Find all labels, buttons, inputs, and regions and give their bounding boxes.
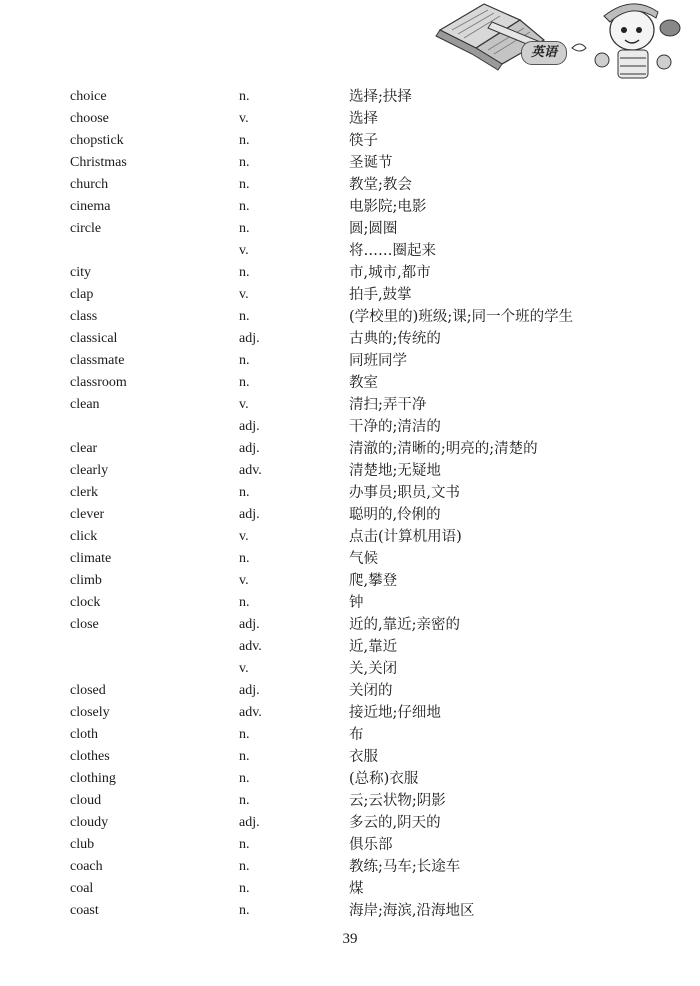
entry-word: classmate <box>70 353 125 368</box>
entry-meaning: 同班同学 <box>349 353 407 369</box>
entry-word: city <box>70 265 91 280</box>
entry-part-of-speech: v. <box>239 573 249 588</box>
entry-part-of-speech: n. <box>239 903 250 918</box>
entry-meaning: 钟 <box>349 595 364 611</box>
entry-part-of-speech: adv. <box>239 639 262 654</box>
entry-meaning: 衣服 <box>349 749 378 765</box>
vocab-entry <box>0 504 700 526</box>
vocabulary-list <box>0 86 700 922</box>
vocab-entry <box>0 372 700 394</box>
entry-part-of-speech: v. <box>239 661 249 676</box>
entry-word: coach <box>70 859 103 874</box>
entry-part-of-speech: n. <box>239 727 250 742</box>
entry-word: cloth <box>70 727 98 742</box>
entry-word: clerk <box>70 485 98 500</box>
entry-meaning: 布 <box>349 727 364 743</box>
entry-meaning: 清澈的;清晰的;明亮的;清楚的 <box>349 441 538 457</box>
page-number: 39 <box>342 931 358 947</box>
entry-meaning: 古典的;传统的 <box>349 331 441 347</box>
entry-word: clothing <box>70 771 116 786</box>
entry-word: church <box>70 177 109 192</box>
entry-part-of-speech: n. <box>239 793 250 808</box>
entry-meaning: 干净的;清洁的 <box>349 419 441 435</box>
entry-meaning: 清楚地;无疑地 <box>349 463 441 479</box>
entry-meaning: 拍手,鼓掌 <box>349 287 412 303</box>
entry-word: cinema <box>70 199 111 214</box>
entry-word: clever <box>70 507 105 522</box>
vocab-entry <box>0 306 700 328</box>
entry-part-of-speech: n. <box>239 353 250 368</box>
entry-word: coal <box>70 881 94 896</box>
entry-part-of-speech: n. <box>239 133 250 148</box>
vocab-entry <box>0 724 700 746</box>
vocab-entry <box>0 658 700 680</box>
entry-meaning: 聪明的,伶俐的 <box>349 507 441 523</box>
header-illustration <box>432 0 700 86</box>
entry-meaning: 电影院;电影 <box>349 199 427 215</box>
vocab-entry <box>0 614 700 636</box>
vocab-entry <box>0 174 700 196</box>
entry-word: clothes <box>70 749 110 764</box>
entry-word: climb <box>70 573 102 588</box>
entry-meaning: 选择 <box>349 111 378 127</box>
entry-word: chopstick <box>70 133 124 148</box>
vocab-entry <box>0 680 700 702</box>
entry-part-of-speech: n. <box>239 771 250 786</box>
entry-meaning: 办事员;职员,文书 <box>349 485 460 501</box>
entry-meaning: 云;云状物;阴影 <box>349 793 446 809</box>
entry-word: cloudy <box>70 815 109 830</box>
entry-meaning: 教室 <box>349 375 378 391</box>
entry-word: cloud <box>70 793 102 808</box>
entry-part-of-speech: n. <box>239 221 250 236</box>
entry-word: choose <box>70 111 109 126</box>
subject-badge: 英语 <box>521 41 567 65</box>
vocab-entry <box>0 746 700 768</box>
entry-meaning: 市,城市,都市 <box>349 265 431 281</box>
vocab-entry <box>0 592 700 614</box>
entry-part-of-speech: adj. <box>239 617 260 632</box>
entry-part-of-speech: v. <box>239 287 249 302</box>
entry-meaning: 筷子 <box>349 133 378 149</box>
entry-part-of-speech: v. <box>239 529 249 544</box>
entry-part-of-speech: n. <box>239 199 250 214</box>
entry-part-of-speech: adj. <box>239 419 260 434</box>
vocab-entry <box>0 526 700 548</box>
entry-part-of-speech: adj. <box>239 331 260 346</box>
entry-part-of-speech: n. <box>239 309 250 324</box>
entry-word: clap <box>70 287 94 302</box>
entry-word: class <box>70 309 98 324</box>
entry-meaning: 清扫;弄干净 <box>349 397 427 413</box>
entry-meaning: 将……圈起来 <box>349 243 436 259</box>
entry-part-of-speech: v. <box>239 243 249 258</box>
vocab-entry <box>0 834 700 856</box>
entry-word: clearly <box>70 463 109 478</box>
vocab-entry <box>0 152 700 174</box>
vocab-entry <box>0 86 700 108</box>
entry-part-of-speech: n. <box>239 881 250 896</box>
vocab-entry <box>0 702 700 724</box>
vocab-entry <box>0 240 700 262</box>
vocab-entry <box>0 460 700 482</box>
entry-part-of-speech: n. <box>239 375 250 390</box>
entry-part-of-speech: adj. <box>239 441 260 456</box>
entry-word: circle <box>70 221 102 236</box>
vocab-entry <box>0 438 700 460</box>
vocab-entry <box>0 196 700 218</box>
entry-meaning: 近,靠近 <box>349 639 398 655</box>
entry-meaning: 圣诞节 <box>349 155 393 171</box>
entry-meaning: 海岸;海滨,沿海地区 <box>349 903 475 919</box>
vocab-entry <box>0 636 700 658</box>
entry-meaning: 关闭的 <box>349 683 393 699</box>
entry-part-of-speech: n. <box>239 485 250 500</box>
entry-meaning: 教练;马车;长途车 <box>349 859 461 875</box>
entry-part-of-speech: n. <box>239 177 250 192</box>
vocab-entry <box>0 548 700 570</box>
entry-part-of-speech: n. <box>239 89 250 104</box>
entry-part-of-speech: n. <box>239 265 250 280</box>
entry-word: club <box>70 837 95 852</box>
entry-meaning: (学校里的)班级;课;同一个班的学生 <box>349 309 574 325</box>
vocab-entry <box>0 350 700 372</box>
vocab-entry <box>0 878 700 900</box>
entry-part-of-speech: adj. <box>239 507 260 522</box>
entry-meaning: 俱乐部 <box>349 837 393 853</box>
vocab-entry <box>0 900 700 922</box>
entry-word: climate <box>70 551 112 566</box>
entry-meaning: 爬,攀登 <box>349 573 398 589</box>
entry-word: clear <box>70 441 98 456</box>
entry-meaning: 气候 <box>349 551 378 567</box>
entry-part-of-speech: adv. <box>239 705 262 720</box>
entry-word: closely <box>70 705 110 720</box>
vocab-entry <box>0 812 700 834</box>
entry-part-of-speech: n. <box>239 551 250 566</box>
vocab-entry <box>0 218 700 240</box>
entry-word: clock <box>70 595 101 610</box>
vocab-entry <box>0 262 700 284</box>
vocab-entry <box>0 790 700 812</box>
vocab-entry <box>0 768 700 790</box>
entry-word: close <box>70 617 99 632</box>
entry-meaning: (总称)衣服 <box>349 771 419 787</box>
entry-word: clean <box>70 397 100 412</box>
entry-meaning: 接近地;仔细地 <box>349 705 441 721</box>
entry-meaning: 煤 <box>349 881 364 897</box>
entry-part-of-speech: adv. <box>239 463 262 478</box>
entry-part-of-speech: n. <box>239 859 250 874</box>
entry-meaning: 多云的,阴天的 <box>349 815 441 831</box>
entry-part-of-speech: adj. <box>239 815 260 830</box>
entry-word: coast <box>70 903 99 918</box>
entry-part-of-speech: n. <box>239 155 250 170</box>
entry-part-of-speech: n. <box>239 837 250 852</box>
entry-meaning: 教堂;教会 <box>349 177 412 193</box>
entry-meaning: 圆;圆圈 <box>349 221 398 237</box>
entry-part-of-speech: v. <box>239 111 249 126</box>
entry-part-of-speech: v. <box>239 397 249 412</box>
entry-word: classical <box>70 331 118 346</box>
entry-word: Christmas <box>70 155 127 170</box>
entry-part-of-speech: n. <box>239 595 250 610</box>
vocab-entry <box>0 284 700 306</box>
vocab-entry <box>0 130 700 152</box>
vocab-entry <box>0 108 700 130</box>
entry-word: classroom <box>70 375 127 390</box>
entry-part-of-speech: n. <box>239 749 250 764</box>
vocab-entry <box>0 856 700 878</box>
entry-meaning: 点击(计算机用语) <box>349 529 462 545</box>
vocab-entry <box>0 328 700 350</box>
cartoon-kid-icon <box>572 4 680 78</box>
vocab-entry <box>0 416 700 438</box>
entry-meaning: 选择;抉择 <box>349 89 412 105</box>
vocab-entry <box>0 570 700 592</box>
entry-word: choice <box>70 89 107 104</box>
vocab-entry <box>0 394 700 416</box>
entry-word: click <box>70 529 98 544</box>
entry-word: closed <box>70 683 106 698</box>
entry-meaning: 近的,靠近;亲密的 <box>349 617 460 633</box>
entry-part-of-speech: adj. <box>239 683 260 698</box>
entry-meaning: 关,关闭 <box>349 661 398 677</box>
vocab-entry <box>0 482 700 504</box>
